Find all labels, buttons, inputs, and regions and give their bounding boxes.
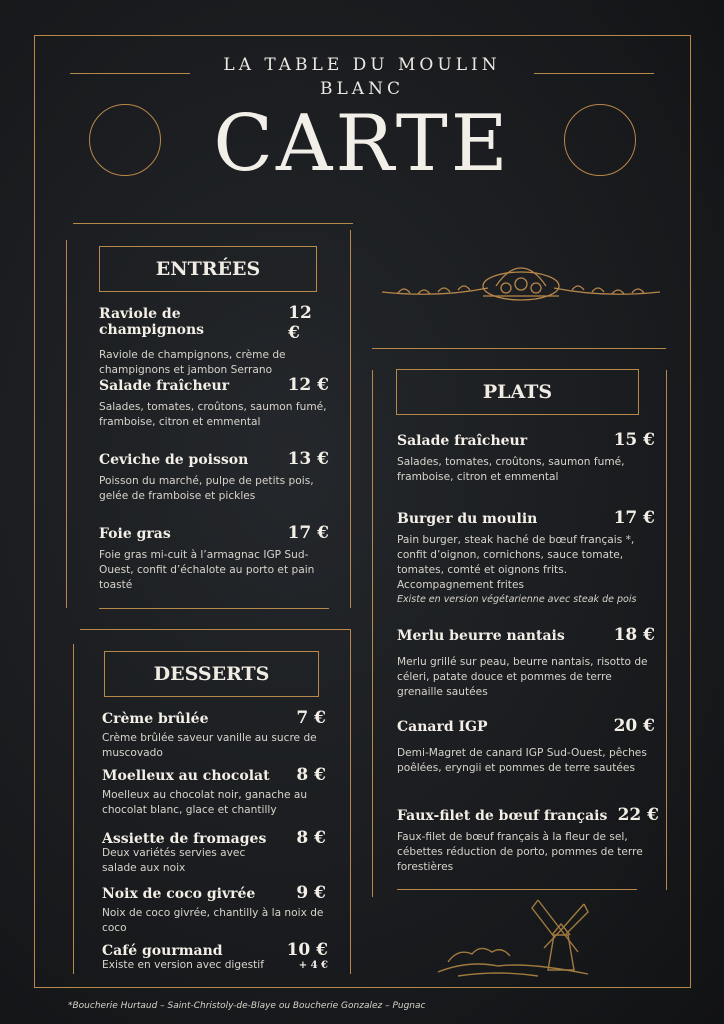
desserts-rule-top (80, 629, 350, 630)
item-description: Poisson du marché, pulpe de petits pois, gelée de framboise et pickles (99, 475, 314, 502)
item-name: Canard IGP (397, 719, 488, 735)
item-price: 8 € (296, 828, 326, 848)
item-description: Moelleux au chocolat noir, ganache au chocolat blanc, glace et chantilly (102, 789, 308, 816)
footer-note: *Boucherie Hurtaud – Saint-Christoly-de-Blaye ou Boucherie Gonzalez – Pugnac (68, 1001, 426, 1011)
item-price: 9 € (296, 883, 326, 903)
item-price: 20 € (613, 716, 655, 736)
frame-bottom (34, 987, 690, 988)
item-name: Burger du moulin (397, 511, 538, 527)
item-description: Existe en version avec digestif (102, 959, 264, 971)
item-name: Merlu beurre nantais (397, 628, 565, 644)
menu-item (102, 940, 328, 973)
item-name: Ceviche de poisson (99, 452, 249, 468)
restaurant-name-line1: LA TABLE DU MOULIN (223, 55, 501, 75)
menu-item (102, 828, 326, 876)
item-description: Raviole de champignons, crème de champignons et jambon Serrano (99, 349, 286, 376)
item-name: Moelleux au chocolat (102, 768, 270, 784)
plats-rule-left (372, 370, 373, 897)
item-name: Café gourmand (102, 943, 223, 959)
entrees-rule-bottom (99, 608, 329, 609)
item-description: Salades, tomates, croûtons, saumon fumé, framboise, citron et emmental (397, 456, 625, 483)
item-name: Crème brûlée (102, 711, 209, 727)
item-description: Demi-Magret de canard IGP Sud-Ouest, pêches poêlées, eryngii et pommes de terre sautées (397, 747, 647, 774)
item-name: Assiette de fromages (102, 831, 267, 847)
windmill-icon (428, 890, 596, 982)
ornament-icon (378, 262, 664, 306)
menu-item (397, 716, 655, 776)
entrees-rule-top (73, 223, 353, 224)
item-name: Noix de coco givrée (102, 886, 256, 902)
item-description: Pain burger, steak haché de bœuf français *, confit d’oignon, cornichons, sauce tomate, tomates, comté et oignons frits. Accompagnement frites (397, 534, 635, 591)
menu-item (99, 523, 329, 593)
restaurant-name-line2: BLANC (320, 79, 404, 99)
item-price: 15 € (613, 430, 655, 450)
menu-item (397, 625, 655, 700)
item-note: Existe en version végétarienne avec steak de pois (397, 594, 637, 605)
item-description: Merlu grillé sur peau, beurre nantais, risotto de céleri, patate douce et pommes de terre grenaille sautées (397, 656, 648, 698)
menu-item (397, 430, 655, 485)
section-title-desserts: DESSERTS (104, 651, 319, 697)
entrees-rule-right (350, 230, 351, 608)
item-description: Salades, tomates, croûtons, saumon fumé, framboise, citron et emmental (99, 401, 327, 428)
desserts-rule-left (73, 644, 74, 974)
item-price: 12 € (287, 375, 329, 395)
title-rule-right (534, 73, 654, 74)
menu-item (99, 449, 329, 504)
item-description: Faux-filet de bœuf français à la fleur de sel, cébettes réduction de porto, pommes de terre forestières (397, 831, 643, 873)
item-price: 17 € (287, 523, 329, 543)
item-price: 7 € (296, 708, 326, 728)
circle-ornament-left (89, 104, 161, 176)
item-price: 8 € (296, 765, 326, 785)
item-price: 17 € (613, 508, 655, 528)
item-description: Deux variétés servies avec salade aux noix (102, 847, 246, 874)
menu-item (99, 303, 329, 378)
item-extra-price: + 4 € (298, 960, 328, 971)
item-name: Faux-filet de bœuf français (397, 808, 608, 824)
item-name: Raviole de champignons (99, 306, 205, 338)
circle-ornament-right (564, 104, 636, 176)
plats-rule-right (666, 370, 667, 890)
frame-top (34, 35, 690, 36)
item-name: Salade fraîcheur (397, 433, 528, 449)
title-rule-left (70, 73, 190, 74)
item-name: Foie gras (99, 526, 171, 542)
item-price: 18 € (613, 625, 655, 645)
entrees-rule-left (66, 240, 67, 608)
item-price: 10 € (286, 940, 328, 960)
menu-item (102, 883, 326, 936)
page-title: CARTE (213, 99, 511, 189)
item-price: 22 € (617, 805, 659, 825)
item-description: Foie gras mi-cuit à l’armagnac IGP Sud-Ouest, confit d’échalote au porto et pain toasté (99, 549, 315, 591)
item-price: 13 € (287, 449, 329, 469)
item-name: Salade fraîcheur (99, 378, 230, 394)
menu-item (397, 805, 659, 875)
item-price: 12 € (288, 303, 312, 343)
section-title-entrees: ENTRÉES (99, 246, 317, 292)
item-description: Noix de coco givrée, chantilly à la noix de coco (102, 907, 324, 934)
menu-item (102, 708, 326, 761)
menu-item (397, 508, 655, 606)
desserts-rule-right (350, 629, 351, 974)
item-description: Crème brûlée saveur vanille au sucre de muscovado (102, 732, 317, 759)
menu-item (102, 765, 326, 818)
section-title-plats: PLATS (396, 369, 639, 415)
plats-rule-top (372, 348, 666, 349)
menu-item (99, 375, 329, 430)
